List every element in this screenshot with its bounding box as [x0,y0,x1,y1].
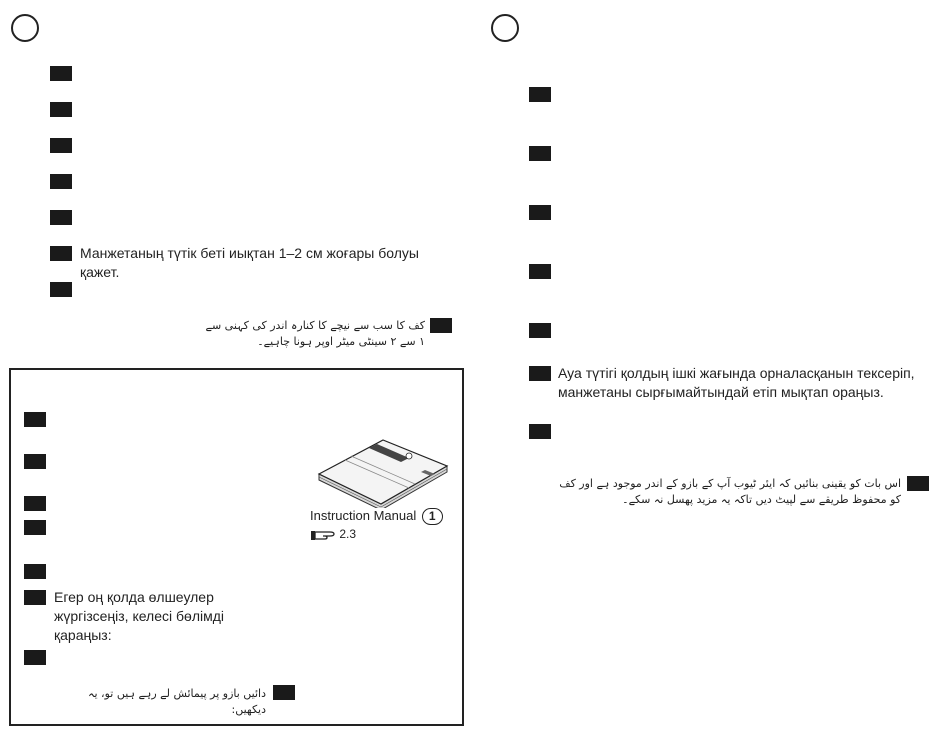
language-marker [50,210,72,225]
language-marker [273,685,295,700]
cuff-position-text-kz: Манжетаның түтік беті иықтан 1–2 см жоғары болуы қажет. [80,245,419,280]
step-circle-right [491,14,519,42]
language-marker [50,138,72,153]
air-tube-text-kz: Ауа түтігі қолдың ішкі жағында орналасқанын тексеріп, манжетаны сырғымайтындай етіп мықтап ораңыз. [558,365,915,400]
right-arm-info-box [9,368,464,726]
language-marker [529,424,551,439]
right-arm-text-ur: دائیں بازو پر پیمائش لے رہے ہیں تو، یہ دیکھیں: [88,687,266,716]
language-marker [24,564,46,579]
language-marker [529,146,551,161]
language-marker [430,318,452,333]
section-reference [310,527,356,542]
language-marker [24,454,46,469]
language-marker [50,282,72,297]
language-marker [50,66,72,81]
language-marker [50,246,72,261]
pointing-hand-icon [310,528,336,542]
language-marker [907,476,929,491]
air-tube-text-ur: اس بات کو یقینی بنائیں کہ ایئر ٹیوب آپ کے بازو کے اندر موجود ہے اور کف کو محفوظ طریقے سے لپیٹ دیں تاکہ یہ مزید پھسل نہ سکے۔ [559,477,901,506]
right-arm-text-kz: Егер оң қолда өлшеулер жүргізсеңіз, келесі бөлімді қараңыз: [54,589,225,643]
language-marker [50,102,72,117]
step-circle-left [11,14,39,42]
language-marker [24,650,46,665]
language-marker [50,174,72,189]
language-marker [529,87,551,102]
language-marker [24,412,46,427]
cuff-position-text-ur: کف کا سب سے نیچے کا کنارہ اندر کی کہنی سے ۱ سے ۲ سینٹی میٹر اوپر ہونا چاہیے۔ [205,319,425,348]
manual-reference-label [310,508,443,525]
language-marker [24,590,46,605]
language-marker [529,323,551,338]
manual-number-badge: 1 [422,508,443,525]
language-marker [24,520,46,535]
language-marker [24,496,46,511]
instruction-manual-icon [311,428,451,508]
manual-title: Instruction Manual [310,508,417,523]
language-marker [529,366,551,381]
language-marker [529,205,551,220]
section-number: 2.3 [339,527,357,541]
language-marker [529,264,551,279]
